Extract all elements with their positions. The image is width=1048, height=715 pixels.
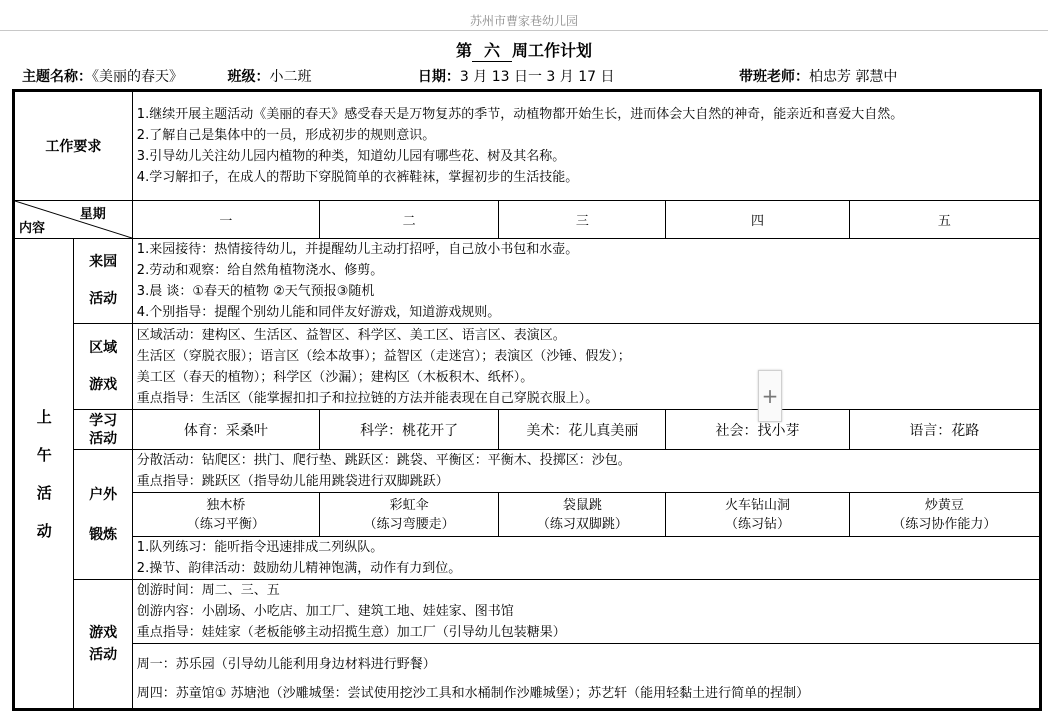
teacher-value: 柏忠芳 郭慧中 bbox=[808, 69, 898, 85]
play-label: 游戏 活动 bbox=[74, 580, 132, 710]
page-header: 苏州市曹家巷幼儿园 bbox=[469, 14, 578, 28]
header-divider bbox=[0, 30, 1048, 31]
area-line: 区域活动：建构区、生活区、益智区、科学区、美工区、语言区、表演区。 bbox=[136, 327, 566, 343]
study-row bbox=[14, 410, 1041, 450]
day-wednesday: 三 bbox=[499, 201, 666, 239]
area-line: 生活区（穿脱衣服）；语言区（绘本故事）；益智区（走迷宫）；表演区（沙锤、假发）； bbox=[136, 348, 631, 364]
area-line: 重点指导：生活区（能掌握扣扣子和拉拉链的方法并能表现在自己穿脱衣服上）。 bbox=[136, 390, 599, 406]
area-line: 美工区（春天的植物）；科学区（沙漏）；建构区（木板积木、纸杯）。 bbox=[136, 369, 534, 385]
arrival-line: 4.个别指导：提醒个别幼儿能和同伴友好游戏，知道游戏规则。 bbox=[136, 305, 501, 320]
diagonal-header-cell bbox=[14, 201, 133, 239]
study-label: 学习 活动 bbox=[74, 410, 132, 450]
week-number: 六 bbox=[472, 38, 512, 62]
arrival-line: 1.来园接待：热情接待幼儿，并提醒幼儿主动打招呼，自己放小书包和水壶。 bbox=[136, 242, 579, 257]
outdoor-game-friday: 炒黄豆 （练习协作能力） bbox=[849, 493, 1040, 537]
class-label: 班级： bbox=[227, 69, 270, 85]
content-heading: 内容 bbox=[19, 221, 46, 236]
play-line-thursday: 周四：苏童馆① 苏塘池（沙雕城堡：尝试使用挖沙工具和水桶制作沙雕城堡）；苏艺轩（能用轻黏土进行简单的捏制） bbox=[136, 686, 810, 701]
outdoor-free-content bbox=[132, 450, 1040, 493]
meta-row bbox=[22, 66, 897, 86]
arrival-line: 2.劳动和观察：给自然角植物浇水、修剪。 bbox=[136, 263, 384, 278]
outdoor-label: 户外 锻炼 bbox=[74, 450, 132, 580]
play-line: 创游时间：周二、三、五 bbox=[136, 583, 280, 598]
outdoor-game-tuesday: 彩虹伞 （练习弯腰走） bbox=[320, 493, 499, 537]
day-tuesday: 二 bbox=[320, 201, 499, 239]
title-suffix: 周工作计划 bbox=[512, 41, 593, 60]
outdoor-drill-content bbox=[132, 537, 1040, 580]
requirements-row bbox=[14, 91, 1041, 201]
date-value: 3 月 13 日一 3 月 17 日 bbox=[459, 69, 615, 85]
drill-line: 1.队列练习：能听指令迅速排成二列纵队。 bbox=[136, 540, 384, 555]
requirements-label: 工作要求 bbox=[14, 91, 133, 201]
study-thursday: 社会：找小芽 bbox=[666, 410, 849, 450]
add-icon[interactable]: + bbox=[758, 370, 782, 422]
weekly-plan-table bbox=[12, 89, 1042, 711]
arrival-content bbox=[132, 239, 1040, 324]
day-monday: 一 bbox=[132, 201, 319, 239]
arrival-label: 来园 活动 bbox=[74, 239, 132, 324]
play-line: 创游内容：小剧场、小吃店、加工厂、建筑工地、娃娃家、图书馆 bbox=[136, 604, 514, 619]
study-friday: 语言：花路 bbox=[849, 410, 1040, 450]
drill-line: 2.操节、韵律活动：鼓励幼儿精神饱满，动作有力到位。 bbox=[136, 561, 462, 576]
outdoor-line: 分散活动：钻爬区：拱门、爬行垫、跳跃区：跳袋、平衡区：平衡木、投掷区：沙包。 bbox=[136, 453, 631, 468]
area-game-label: 区域 游戏 bbox=[74, 324, 132, 410]
teacher-label: 带班老师： bbox=[738, 69, 809, 85]
requirements-content bbox=[132, 91, 1040, 201]
theme-value: 《美丽的春天》 bbox=[92, 69, 183, 85]
requirement-item: 1.继续开展主题活动《美丽的春天》感受春天是万物复苏的季节，动植物都开始生长，进而体会大自然的神奇，能亲近和喜爱大自然。 bbox=[136, 107, 904, 122]
outdoor-game-wednesday: 袋鼠跳 （练习双脚跳） bbox=[499, 493, 666, 537]
day-friday: 五 bbox=[849, 201, 1040, 239]
outdoor-game-thursday: 火车钻山洞 （练习钻） bbox=[666, 493, 849, 537]
area-game-row bbox=[14, 324, 1041, 410]
play-row bbox=[14, 580, 1041, 710]
play-line-monday: 周一：苏乐园（引导幼儿能利用身边材料进行野餐） bbox=[133, 643, 1039, 680]
morning-activities-label: 上 午 活 动 bbox=[14, 239, 74, 710]
document-title bbox=[0, 38, 1048, 62]
class-value: 小二班 bbox=[269, 69, 312, 85]
study-monday: 体育：采桑叶 bbox=[132, 410, 319, 450]
requirement-item: 3.引导幼儿关注幼儿园内植物的种类，知道幼儿园有哪些花、树及其名称。 bbox=[136, 149, 566, 164]
outdoor-games-row bbox=[14, 493, 1041, 537]
outdoor-line: 重点指导：跳跃区（指导幼儿能用跳袋进行双脚跳跃） bbox=[136, 474, 449, 489]
play-line: 重点指导：娃娃家（老板能够主动招揽生意）加工厂（引导幼儿包装糖果） bbox=[136, 625, 566, 640]
study-tuesday: 科学：桃花开了 bbox=[320, 410, 499, 450]
play-content bbox=[132, 580, 1040, 710]
outdoor-free-row bbox=[14, 450, 1041, 493]
title-prefix: 第 bbox=[455, 41, 472, 60]
study-wednesday: 美术：花儿真美丽 bbox=[499, 410, 666, 450]
requirement-item: 2.了解自己是集体中的一员，形成初步的规则意识。 bbox=[136, 128, 436, 143]
arrival-row bbox=[14, 239, 1041, 324]
area-game-content bbox=[132, 324, 1040, 410]
outdoor-game-monday: 独木桥 （练习平衡） bbox=[132, 493, 319, 537]
requirement-item: 4.学习解扣子，在成人的帮助下穿脱简单的衣裤鞋袜，掌握初步的生活技能。 bbox=[136, 170, 579, 185]
date-label: 日期： bbox=[417, 69, 460, 85]
day-thursday: 四 bbox=[666, 201, 849, 239]
theme-label: 主题名称： bbox=[22, 69, 92, 85]
outdoor-drill-row bbox=[14, 537, 1041, 580]
weekday-heading: 星期 bbox=[79, 207, 106, 222]
arrival-line: 3.晨 谈：①春天的植物 ②天气预报③随机 bbox=[136, 284, 375, 299]
day-header-row bbox=[14, 201, 1041, 239]
